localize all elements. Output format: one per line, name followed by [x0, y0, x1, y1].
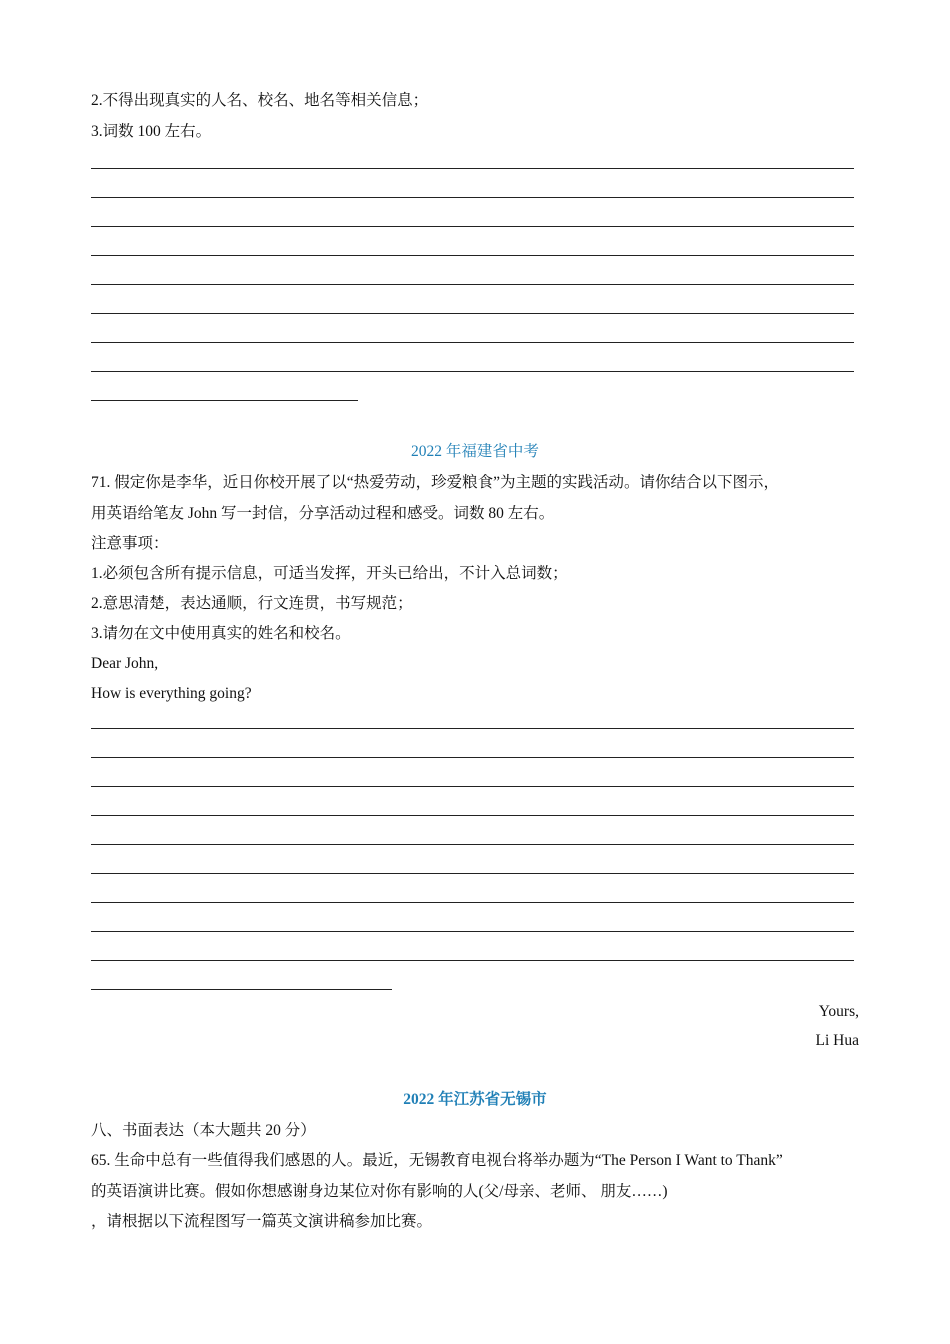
answer-line-short[interactable]	[91, 400, 358, 401]
note-item: 3.请勿在文中使用真实的姓名和校名。	[91, 625, 351, 642]
answer-line[interactable]	[91, 255, 854, 256]
answer-line[interactable]	[91, 960, 854, 961]
note-item: 2.意思清楚，表达通顺，行文连贯，书写规范；	[91, 595, 413, 612]
prompt-text: ，请根据以下流程图写一篇英文演讲稿参加比赛。	[91, 1213, 433, 1230]
answer-line[interactable]	[91, 284, 854, 285]
answer-line[interactable]	[91, 757, 854, 758]
answer-line[interactable]	[91, 226, 854, 227]
section-heading: 2022 年江苏省无锡市	[403, 1091, 547, 1108]
note-item: 1.必须包含所有提示信息，可适当发挥，开头已给出，不计入总词数；	[91, 565, 568, 582]
answer-line[interactable]	[91, 902, 854, 903]
answer-line[interactable]	[91, 197, 854, 198]
answer-line[interactable]	[91, 371, 854, 372]
letter-signature: Li Hua	[815, 1032, 859, 1049]
answer-line[interactable]	[91, 873, 854, 874]
answer-line-short[interactable]	[91, 989, 392, 990]
letter-closing: Yours,	[818, 1003, 859, 1020]
answer-line[interactable]	[91, 342, 854, 343]
letter-greeting: Dear John,	[91, 655, 159, 672]
letter-opening: How is everything going?	[91, 685, 252, 702]
prompt-text: 用英语给笔友 John 写一封信，分享活动过程和感受。词数 80 左右。	[91, 505, 555, 522]
answer-line[interactable]	[91, 844, 854, 845]
prompt-text: 的英语演讲比赛。假如你想感谢身边某位对你有影响的人(父/母亲、老师、 朋友……)	[91, 1183, 668, 1200]
answer-line[interactable]	[91, 728, 854, 729]
answer-line[interactable]	[91, 168, 854, 169]
answer-line[interactable]	[91, 786, 854, 787]
answer-line[interactable]	[91, 931, 854, 932]
prompt-text: 65. 生命中总有一些值得我们感恩的人。最近，无锡教育电视台将举办题为“The Person I Want to Thank”	[91, 1152, 783, 1169]
answer-line[interactable]	[91, 815, 854, 816]
note-item: 3.词数 100 左右。	[91, 123, 212, 140]
part-title: 八、书面表达（本大题共 20 分）	[91, 1122, 316, 1139]
answer-line[interactable]	[91, 313, 854, 314]
note-item: 2.不得出现真实的人名、校名、地名等相关信息；	[91, 92, 429, 109]
prompt-text: 71. 假定你是李华，近日你校开展了以“热爱劳动，珍爱粮食”为主题的实践活动。请你结合以下图示，	[91, 474, 780, 491]
section-heading: 2022 年福建省中考	[411, 443, 539, 460]
notes-title: 注意事项：	[91, 535, 169, 552]
